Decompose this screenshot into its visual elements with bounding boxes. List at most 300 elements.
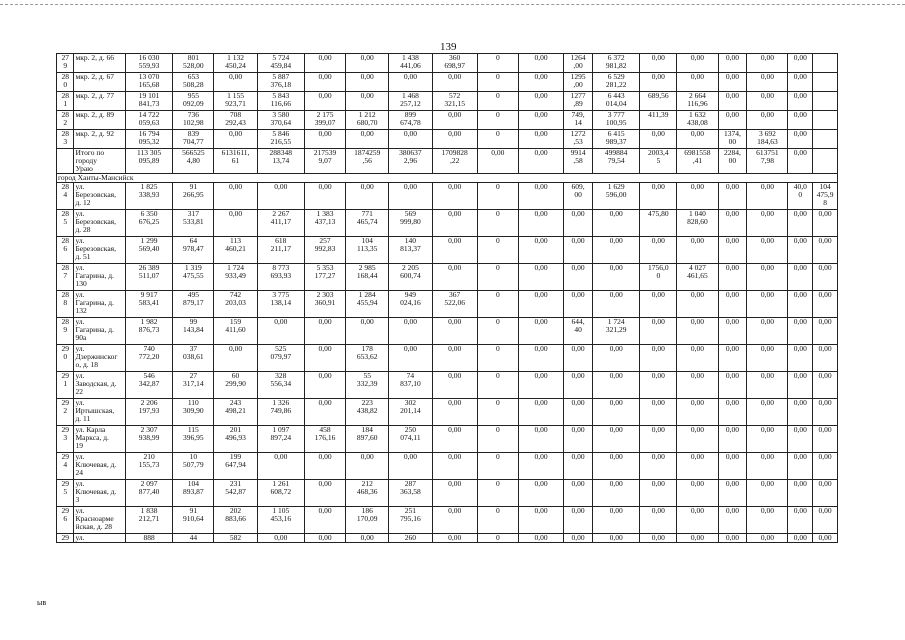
value-cell: 0,00 [788, 149, 813, 174]
value-cell: 644, 40 [564, 318, 593, 345]
value-cell: 0,00 [813, 237, 838, 264]
value-cell: 0,00 [518, 507, 563, 534]
value-cell: 0,00 [214, 183, 257, 210]
value-cell: 0,00 [389, 453, 432, 480]
value-cell: 955 092,09 [173, 92, 214, 111]
value-cell: 231 542,87 [214, 480, 257, 507]
value-cell: 1 105 453,16 [257, 507, 304, 534]
value-cell: 618 211,17 [257, 237, 304, 264]
value-cell: 0,00 [518, 130, 563, 149]
value-cell: 2 307 938,99 [125, 426, 172, 453]
value-cell: 0,00 [718, 399, 747, 426]
value-cell: 771 465,74 [346, 210, 389, 237]
value-cell: 9 917 583,41 [125, 291, 172, 318]
value-cell: 60 299,90 [214, 372, 257, 399]
table-row [57, 54, 838, 73]
value-cell: 1 724 933,49 [214, 264, 257, 291]
value-cell [813, 149, 838, 174]
value-cell: 0,00 [304, 372, 345, 399]
value-cell: 0,00 [813, 291, 838, 318]
value-cell: 1272 ,53 [564, 130, 593, 149]
value-cell: 6 443 014,04 [592, 92, 639, 111]
value-cell: 8 773 693,93 [257, 264, 304, 291]
value-cell: 199 647,94 [214, 453, 257, 480]
value-cell: 0,00 [677, 480, 718, 507]
value-cell: 0,00 [747, 111, 788, 130]
value-cell: 64 978,47 [173, 237, 214, 264]
value-cell: 6981558 ,41 [677, 149, 718, 174]
value-cell: 0 [477, 183, 518, 210]
value-cell: 839 704,77 [173, 130, 214, 149]
value-cell: 0,00 [432, 507, 477, 534]
value-cell: 0,00 [718, 507, 747, 534]
value-cell: 475,80 [640, 210, 677, 237]
value-cell: 0,00 [564, 345, 593, 372]
value-cell: 0,00 [346, 534, 389, 543]
row-number-cell: 28 7 [57, 264, 74, 291]
value-cell: 0,00 [677, 507, 718, 534]
value-cell: 2 664 116,96 [677, 92, 718, 111]
row-number-cell: 29 5 [57, 480, 74, 507]
value-cell: 3 777 100,95 [592, 111, 639, 130]
value-cell: 0,00 [257, 534, 304, 543]
value-cell: 201 496,93 [214, 426, 257, 453]
value-cell: 0,00 [813, 480, 838, 507]
value-cell: 0 [477, 399, 518, 426]
value-cell: 0,00 [432, 399, 477, 426]
value-cell: 0 [477, 426, 518, 453]
value-cell: 546 342,87 [125, 372, 172, 399]
value-cell: 1 132 450,24 [214, 54, 257, 73]
value-cell: 0,00 [718, 111, 747, 130]
address-cell: мкр. 2, д. 77 [74, 92, 125, 111]
value-cell: 0,00 [304, 318, 345, 345]
value-cell: 0,00 [677, 426, 718, 453]
value-cell: 1 097 897,24 [257, 426, 304, 453]
value-cell: 0,00 [564, 399, 593, 426]
value-cell: 140 813,37 [389, 237, 432, 264]
value-cell: 14 722 059,63 [125, 111, 172, 130]
value-cell: 0,00 [747, 92, 788, 111]
value-cell: 801 528,00 [173, 54, 214, 73]
value-cell: 0,00 [592, 534, 639, 543]
value-cell: 178 653,62 [346, 345, 389, 372]
value-cell: 0,00 [747, 264, 788, 291]
value-cell: 0,00 [718, 73, 747, 92]
value-cell: 0,00 [432, 372, 477, 399]
value-cell: 0,00 [518, 183, 563, 210]
value-cell: 0,00 [432, 453, 477, 480]
value-cell: 0,00 [677, 291, 718, 318]
value-cell: 0,00 [788, 111, 813, 130]
value-cell: 250 074,11 [389, 426, 432, 453]
value-cell: 1 982 876,73 [125, 318, 172, 345]
value-cell: 115 396,95 [173, 426, 214, 453]
row-number-cell: 28 6 [57, 237, 74, 264]
value-cell: 0,00 [788, 54, 813, 73]
value-cell: 689,56 [640, 92, 677, 111]
address-cell: ул. Ключевая, д. 24 [74, 453, 125, 480]
value-cell: 1 438 441,06 [389, 54, 432, 73]
value-cell: 0,00 [747, 210, 788, 237]
value-cell: 0,00 [677, 534, 718, 543]
value-cell: 0,00 [788, 130, 813, 149]
value-cell: 0,00 [640, 480, 677, 507]
value-cell: 1 838 212,71 [125, 507, 172, 534]
value-cell: 1 825 338,93 [125, 183, 172, 210]
value-cell: 495 879,17 [173, 291, 214, 318]
value-cell: 16 030 559,93 [125, 54, 172, 73]
row-number-cell: 29 2 [57, 399, 74, 426]
value-cell: 0,00 [432, 237, 477, 264]
value-cell: 0,00 [677, 453, 718, 480]
value-cell: 0,00 [747, 318, 788, 345]
value-cell: 1374, 00 [718, 130, 747, 149]
value-cell: 186 170,09 [346, 507, 389, 534]
value-cell: 2 303 360,91 [304, 291, 345, 318]
value-cell: 0,00 [788, 264, 813, 291]
row-number-cell: 28 4 [57, 183, 74, 210]
value-cell: 653 508,28 [173, 73, 214, 92]
value-cell: 0,00 [788, 507, 813, 534]
value-cell: 5 846 216,55 [257, 130, 304, 149]
value-cell: 0 [477, 291, 518, 318]
value-cell: 1 261 608,72 [257, 480, 304, 507]
value-cell: 0,00 [346, 73, 389, 92]
value-cell: 0,00 [640, 54, 677, 73]
value-cell: 0,00 [788, 291, 813, 318]
row-number-cell: 28 0 [57, 73, 74, 92]
value-cell: 749, 14 [564, 111, 593, 130]
value-cell: 302 201,14 [389, 399, 432, 426]
value-cell: 0,00 [747, 291, 788, 318]
value-cell: 0,00 [788, 237, 813, 264]
value-cell: 0,00 [640, 426, 677, 453]
value-cell: 0,00 [304, 73, 345, 92]
row-number-cell: 29 1 [57, 372, 74, 399]
value-cell: 0,00 [518, 345, 563, 372]
value-cell: 104 475,9 8 [813, 183, 838, 210]
value-cell: 0,00 [257, 183, 304, 210]
value-cell: 0,00 [518, 264, 563, 291]
value-cell: 0,00 [389, 73, 432, 92]
value-cell: 0 [477, 264, 518, 291]
value-cell: 0,00 [813, 453, 838, 480]
value-cell: 0,00 [564, 453, 593, 480]
value-cell: 0,00 [592, 291, 639, 318]
value-cell: 0,00 [640, 73, 677, 92]
margin-mark: ыв [37, 598, 47, 607]
value-cell: 0,00 [718, 291, 747, 318]
value-cell: 0,00 [788, 210, 813, 237]
row-number-cell: 27 9 [57, 54, 74, 73]
value-cell: 113 460,21 [214, 237, 257, 264]
value-cell: 27 317,14 [173, 372, 214, 399]
value-cell: 742 203,03 [214, 291, 257, 318]
table-row [57, 372, 838, 399]
value-cell: 0,00 [677, 73, 718, 92]
value-cell: 0,00 [432, 480, 477, 507]
value-cell: 0,00 [564, 237, 593, 264]
value-cell: 0,00 [788, 318, 813, 345]
value-cell: 0,00 [564, 372, 593, 399]
value-cell: 566525 4,80 [173, 149, 214, 174]
value-cell: 99 143,84 [173, 318, 214, 345]
value-cell: 6 372 981,82 [592, 54, 639, 73]
value-cell: 0,00 [592, 507, 639, 534]
row-number-cell: 28 3 [57, 130, 74, 149]
value-cell: 0,00 [304, 92, 345, 111]
value-cell: 0,00 [747, 345, 788, 372]
address-cell: ул. Гагарина, д. 132 [74, 291, 125, 318]
table-row [57, 426, 838, 453]
value-cell: 212 468,36 [346, 480, 389, 507]
value-cell: 0,00 [346, 453, 389, 480]
value-cell: 0,00 [788, 426, 813, 453]
value-cell: 0 [477, 130, 518, 149]
value-cell: 1 724 321,29 [592, 318, 639, 345]
value-cell: 26 389 511,07 [125, 264, 172, 291]
value-cell: 0,00 [813, 345, 838, 372]
value-cell: 0,00 [432, 210, 477, 237]
value-cell [813, 111, 838, 130]
value-cell: 367 522,06 [432, 291, 477, 318]
value-cell: 0,00 [432, 345, 477, 372]
table-row [57, 399, 838, 426]
value-cell: 0,00 [432, 426, 477, 453]
value-cell: 0,00 [640, 345, 677, 372]
value-cell: 0,00 [718, 237, 747, 264]
value-cell: 40,0 0 [788, 183, 813, 210]
city-header-row [57, 174, 838, 183]
value-cell: 582 [214, 534, 257, 543]
value-cell: 0,00 [518, 534, 563, 543]
value-cell: 1295 ,00 [564, 73, 593, 92]
value-cell: 104 113,35 [346, 237, 389, 264]
value-cell: 740 772,20 [125, 345, 172, 372]
value-cell: 110 309,90 [173, 399, 214, 426]
value-cell: 0,00 [304, 345, 345, 372]
value-cell: 0,00 [214, 73, 257, 92]
row-number-cell [57, 149, 74, 174]
table-row [57, 453, 838, 480]
value-cell: 0,00 [813, 399, 838, 426]
value-cell: 0,00 [640, 372, 677, 399]
value-cell: 1 632 438,08 [677, 111, 718, 130]
value-cell: 0,00 [677, 399, 718, 426]
value-cell: 217539 9,07 [304, 149, 345, 174]
value-cell: 0,00 [747, 399, 788, 426]
value-cell: 4 027 461,65 [677, 264, 718, 291]
value-cell: 0 [477, 111, 518, 130]
table-row [57, 507, 838, 534]
address-cell: ул. Красноарме йская, д. 28 [74, 507, 125, 534]
table-row [57, 92, 838, 111]
value-cell: 0,00 [640, 183, 677, 210]
value-cell: 0,00 [257, 318, 304, 345]
value-cell: 0,00 [788, 480, 813, 507]
value-cell: 0,00 [389, 183, 432, 210]
table-row [57, 264, 838, 291]
value-cell: 1 284 455,94 [346, 291, 389, 318]
value-cell: 0,00 [304, 54, 345, 73]
value-cell: 0,00 [346, 130, 389, 149]
value-cell: 0,00 [432, 73, 477, 92]
value-cell: 0,00 [564, 507, 593, 534]
value-cell: 411,39 [640, 111, 677, 130]
table-row [57, 480, 838, 507]
top-scan-edge [0, 4, 905, 5]
address-cell: ул. [74, 534, 125, 543]
value-cell: 0,00 [747, 73, 788, 92]
value-cell: 113 305 095,89 [125, 149, 172, 174]
value-cell: 0 [477, 54, 518, 73]
value-cell: 0 [477, 210, 518, 237]
value-cell: 0,00 [564, 480, 593, 507]
value-cell: 257 992,83 [304, 237, 345, 264]
value-cell: 0,00 [518, 149, 563, 174]
value-cell: 0,00 [592, 345, 639, 372]
value-cell: 0,00 [477, 149, 518, 174]
value-cell: 0,00 [677, 237, 718, 264]
value-cell: 0 [477, 534, 518, 543]
value-cell: 0,00 [432, 111, 477, 130]
value-cell: 0,00 [432, 183, 477, 210]
value-cell: 0,00 [718, 534, 747, 543]
value-cell: 0,00 [518, 73, 563, 92]
value-cell: 0,00 [788, 453, 813, 480]
value-cell: 0,00 [304, 183, 345, 210]
value-cell: 6131611, 61 [214, 149, 257, 174]
value-cell: 6 415 989,37 [592, 130, 639, 149]
value-cell: 0,00 [640, 291, 677, 318]
table-row [57, 130, 838, 149]
address-cell: ул. Карла Маркса, д. 19 [74, 426, 125, 453]
value-cell: 0,00 [592, 426, 639, 453]
value-cell: 0,00 [432, 130, 477, 149]
row-number-cell: 29 3 [57, 426, 74, 453]
value-cell: 736 102,98 [173, 111, 214, 130]
value-cell: 2 206 197,93 [125, 399, 172, 426]
row-number-cell: 28 9 [57, 318, 74, 345]
address-cell: ул. Дзержинског о, д. 18 [74, 345, 125, 372]
address-cell: ул. Заводская, д. 22 [74, 372, 125, 399]
value-cell: 2003,4 5 [640, 149, 677, 174]
value-cell: 0,00 [518, 111, 563, 130]
value-cell: 5 843 116,66 [257, 92, 304, 111]
value-cell: 10 507,79 [173, 453, 214, 480]
value-cell: 0,00 [813, 210, 838, 237]
value-cell: 1 155 923,71 [214, 92, 257, 111]
table-row [57, 73, 838, 92]
value-cell: 0,00 [747, 453, 788, 480]
value-cell: 3 580 370,64 [257, 111, 304, 130]
value-cell: 0,00 [813, 264, 838, 291]
row-number-cell: 28 1 [57, 92, 74, 111]
value-cell: 0,00 [564, 426, 593, 453]
value-cell: 13 070 165,68 [125, 73, 172, 92]
value-cell: 0,00 [640, 318, 677, 345]
value-cell: 0,00 [564, 291, 593, 318]
value-cell: 0,00 [592, 264, 639, 291]
city-header-cell: город Ханты-Мансийск [57, 174, 838, 183]
value-cell: 0,00 [592, 237, 639, 264]
value-cell: 0,00 [813, 507, 838, 534]
value-cell: 1874259 ,56 [346, 149, 389, 174]
value-cell: 0,00 [677, 54, 718, 73]
value-cell: 0,00 [346, 183, 389, 210]
value-cell: 0,00 [592, 372, 639, 399]
value-cell: 0 [477, 345, 518, 372]
value-cell: 708 292,43 [214, 111, 257, 130]
value-cell: 0,00 [718, 480, 747, 507]
value-cell: 0,00 [214, 210, 257, 237]
value-cell: 0,00 [518, 453, 563, 480]
value-cell: 0,00 [747, 534, 788, 543]
value-cell: 0,00 [564, 210, 593, 237]
value-cell: 3 692 184,63 [747, 130, 788, 149]
value-cell [813, 54, 838, 73]
value-cell: 0,00 [718, 210, 747, 237]
value-cell: 260 [389, 534, 432, 543]
housing-register-table [56, 53, 838, 543]
value-cell: 317 533,81 [173, 210, 214, 237]
value-cell: 0,00 [640, 534, 677, 543]
value-cell: 1709828 ,22 [432, 149, 477, 174]
value-cell: 0,00 [304, 453, 345, 480]
value-cell: 55 332,39 [346, 372, 389, 399]
address-cell: мкр. 2, д. 92 [74, 130, 125, 149]
value-cell: 0,00 [432, 534, 477, 543]
value-cell: 0,00 [564, 534, 593, 543]
value-cell: 0,00 [718, 453, 747, 480]
value-cell: 949 024,16 [389, 291, 432, 318]
value-cell: 2 985 168,44 [346, 264, 389, 291]
value-cell: 1277 ,89 [564, 92, 593, 111]
value-cell: 0,00 [518, 399, 563, 426]
address-cell: ул. Березовская, д. 51 [74, 237, 125, 264]
value-cell: 0 [477, 453, 518, 480]
table-row [57, 237, 838, 264]
value-cell: 243 498,21 [214, 399, 257, 426]
value-cell: 0 [477, 318, 518, 345]
value-cell: 223 438,82 [346, 399, 389, 426]
value-cell: 0,00 [346, 54, 389, 73]
value-cell: 287 363,58 [389, 480, 432, 507]
row-number-cell: 28 5 [57, 210, 74, 237]
value-cell: 360 698,97 [432, 54, 477, 73]
value-cell: 1 299 569,40 [125, 237, 172, 264]
table-row [57, 345, 838, 372]
address-cell: мкр. 2, д. 89 [74, 111, 125, 130]
address-cell: ул. Березовская, д. 12 [74, 183, 125, 210]
address-cell: мкр. 2, д. 66 [74, 54, 125, 73]
value-cell: 6 529 281,22 [592, 73, 639, 92]
value-cell: 458 176,16 [304, 426, 345, 453]
value-cell: 202 883,66 [214, 507, 257, 534]
table-row [57, 210, 838, 237]
row-number-cell: 28 8 [57, 291, 74, 318]
value-cell: 0,00 [518, 318, 563, 345]
address-cell: ул. Березовская, д. 28 [74, 210, 125, 237]
value-cell: 0,00 [432, 264, 477, 291]
value-cell: 5 887 376,18 [257, 73, 304, 92]
value-cell: 0,00 [788, 399, 813, 426]
value-cell: 104 893,87 [173, 480, 214, 507]
value-cell: 0,00 [640, 237, 677, 264]
value-cell: 2 097 877,40 [125, 480, 172, 507]
value-cell: 0,00 [718, 183, 747, 210]
